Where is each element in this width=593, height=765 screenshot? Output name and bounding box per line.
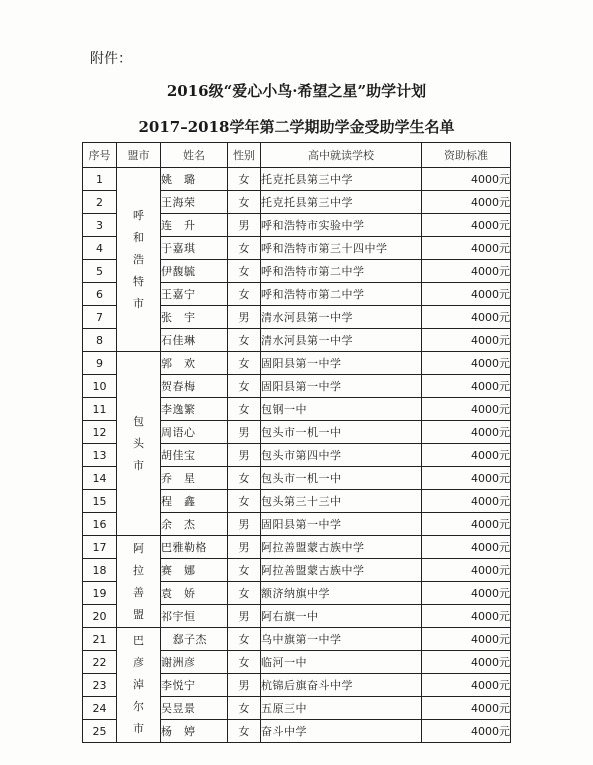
row-school: 清水河县第一中学 [261,329,422,352]
column-header-school: 高中就读学校 [261,143,422,168]
document-subtitle: 2017–2018学年第二学期助学金受助学生名单 [138,118,455,136]
row-amount: 4000元 [422,283,511,306]
row-amount: 4000元 [422,421,511,444]
row-seq: 22 [83,651,117,674]
column-header-region: 盟市 [117,143,161,168]
row-name: 郭 欢 [161,352,228,375]
row-seq: 25 [83,720,117,743]
row-name: 祁宇恒 [161,605,228,628]
row-seq: 21 [83,628,117,651]
row-gender: 男 [228,536,261,559]
row-amount: 4000元 [422,605,511,628]
row-name: 王嘉宁 [161,283,228,306]
recipient-table [82,142,511,743]
row-gender: 女 [228,398,261,421]
row-gender: 男 [228,444,261,467]
row-school: 呼和浩特市第二中学 [261,260,422,283]
row-name: 伊馥毓 [161,260,228,283]
row-name: 石佳琳 [161,329,228,352]
row-gender: 女 [228,329,261,352]
row-name: 乔 星 [161,467,228,490]
row-gender: 女 [228,559,261,582]
row-amount: 4000元 [422,329,511,352]
row-school: 临河一中 [261,651,422,674]
row-school: 阿拉善盟蒙古族中学 [261,536,422,559]
column-header-name: 姓名 [161,143,228,168]
region-cell [117,628,161,743]
row-school: 包头市一机一中 [261,467,422,490]
attachment-label: 附件： [90,51,132,67]
region-cell [117,352,161,536]
column-header-gender: 性别 [228,143,261,168]
region-label: 包头市 [133,414,144,472]
row-seq: 15 [83,490,117,513]
row-seq: 5 [83,260,117,283]
row-school: 阿右旗一中 [261,605,422,628]
table-header-row [83,143,511,168]
column-header-seq: 序号 [83,143,117,168]
row-gender: 男 [228,674,261,697]
row-seq: 19 [83,582,117,605]
row-school: 呼和浩特市第二中学 [261,283,422,306]
row-amount: 4000元 [422,720,511,743]
row-name: 郄子杰 [161,628,228,651]
row-name: 连 升 [161,214,228,237]
row-gender: 女 [228,375,261,398]
row-school: 五原三中 [261,697,422,720]
row-gender: 女 [228,168,261,191]
row-school: 杭锦后旗奋斗中学 [261,674,422,697]
row-amount: 4000元 [422,375,511,398]
column-header-amount: 资助标准 [422,143,511,168]
row-school: 包头市第四中学 [261,444,422,467]
row-seq: 14 [83,467,117,490]
row-school: 额济纳旗中学 [261,582,422,605]
row-amount: 4000元 [422,582,511,605]
row-seq: 23 [83,674,117,697]
row-amount: 4000元 [422,467,511,490]
row-gender: 女 [228,720,261,743]
row-seq: 6 [83,283,117,306]
row-amount: 4000元 [422,490,511,513]
row-name: 谢洲彦 [161,651,228,674]
row-school: 包头市一机一中 [261,421,422,444]
row-amount: 4000元 [422,674,511,697]
table-row [83,628,511,651]
region-cell [117,536,161,628]
row-seq: 4 [83,237,117,260]
row-gender: 男 [228,306,261,329]
table-row [83,352,511,375]
row-gender: 女 [228,697,261,720]
row-gender: 女 [228,237,261,260]
row-gender: 女 [228,352,261,375]
row-amount: 4000元 [422,260,511,283]
row-school: 奋斗中学 [261,720,422,743]
row-gender: 女 [228,490,261,513]
row-school: 阿拉善盟蒙古族中学 [261,559,422,582]
region-label: 阿拉善盟 [133,541,144,621]
row-name: 姚 璐 [161,168,228,191]
row-gender: 男 [228,605,261,628]
row-seq: 18 [83,559,117,582]
row-amount: 4000元 [422,559,511,582]
row-seq: 12 [83,421,117,444]
row-gender: 女 [228,283,261,306]
row-seq: 8 [83,329,117,352]
row-seq: 13 [83,444,117,467]
row-amount: 4000元 [422,444,511,467]
row-seq: 17 [83,536,117,559]
row-amount: 4000元 [422,214,511,237]
row-seq: 1 [83,168,117,191]
row-name: 巴雅勒格 [161,536,228,559]
row-seq: 20 [83,605,117,628]
row-name: 程 鑫 [161,490,228,513]
row-school: 托克托县第三中学 [261,168,422,191]
row-school: 呼和浩特市第三十四中学 [261,237,422,260]
row-amount: 4000元 [422,168,511,191]
row-seq: 9 [83,352,117,375]
row-name: 余 杰 [161,513,228,536]
row-name: 赛 娜 [161,559,228,582]
row-amount: 4000元 [422,628,511,651]
row-name: 李悦宁 [161,674,228,697]
row-name: 袁 娇 [161,582,228,605]
row-school: 乌中旗第一中学 [261,628,422,651]
row-seq: 16 [83,513,117,536]
region-label: 巴彦淖尔市 [133,634,144,735]
row-school: 包头第三十三中 [261,490,422,513]
row-name: 胡佳宝 [161,444,228,467]
row-amount: 4000元 [422,398,511,421]
region-cell [117,168,161,352]
row-amount: 4000元 [422,237,511,260]
row-gender: 男 [228,421,261,444]
row-name: 杨 婷 [161,720,228,743]
table-row [83,536,511,559]
row-amount: 4000元 [422,536,511,559]
row-gender: 男 [228,513,261,536]
table-body [83,168,511,743]
row-name: 李逸繁 [161,398,228,421]
row-seq: 10 [83,375,117,398]
row-seq: 7 [83,306,117,329]
row-name: 于嘉琪 [161,237,228,260]
row-school: 托克托县第三中学 [261,191,422,214]
table-row [83,168,511,191]
row-amount: 4000元 [422,697,511,720]
row-seq: 24 [83,697,117,720]
row-school: 固阳县第一中学 [261,352,422,375]
row-name: 王海荣 [161,191,228,214]
row-seq: 11 [83,398,117,421]
row-gender: 女 [228,582,261,605]
row-school: 呼和浩特市实验中学 [261,214,422,237]
row-gender: 女 [228,467,261,490]
row-amount: 4000元 [422,191,511,214]
row-amount: 4000元 [422,651,511,674]
row-school: 固阳县第一中学 [261,513,422,536]
row-amount: 4000元 [422,306,511,329]
document-title: 2016级“爱心小鸟·希望之星”助学计划 [166,82,427,100]
row-gender: 女 [228,628,261,651]
row-seq: 3 [83,214,117,237]
row-gender: 女 [228,651,261,674]
row-school: 固阳县第一中学 [261,375,422,398]
row-gender: 男 [228,214,261,237]
row-amount: 4000元 [422,352,511,375]
row-gender: 女 [228,260,261,283]
row-seq: 2 [83,191,117,214]
row-name: 周语心 [161,421,228,444]
region-label: 呼和浩特市 [133,208,144,310]
row-name: 吴昱景 [161,697,228,720]
row-school: 清水河县第一中学 [261,306,422,329]
row-name: 贺春梅 [161,375,228,398]
row-school: 包钢一中 [261,398,422,421]
row-gender: 女 [228,191,261,214]
row-name: 张 宇 [161,306,228,329]
row-amount: 4000元 [422,513,511,536]
